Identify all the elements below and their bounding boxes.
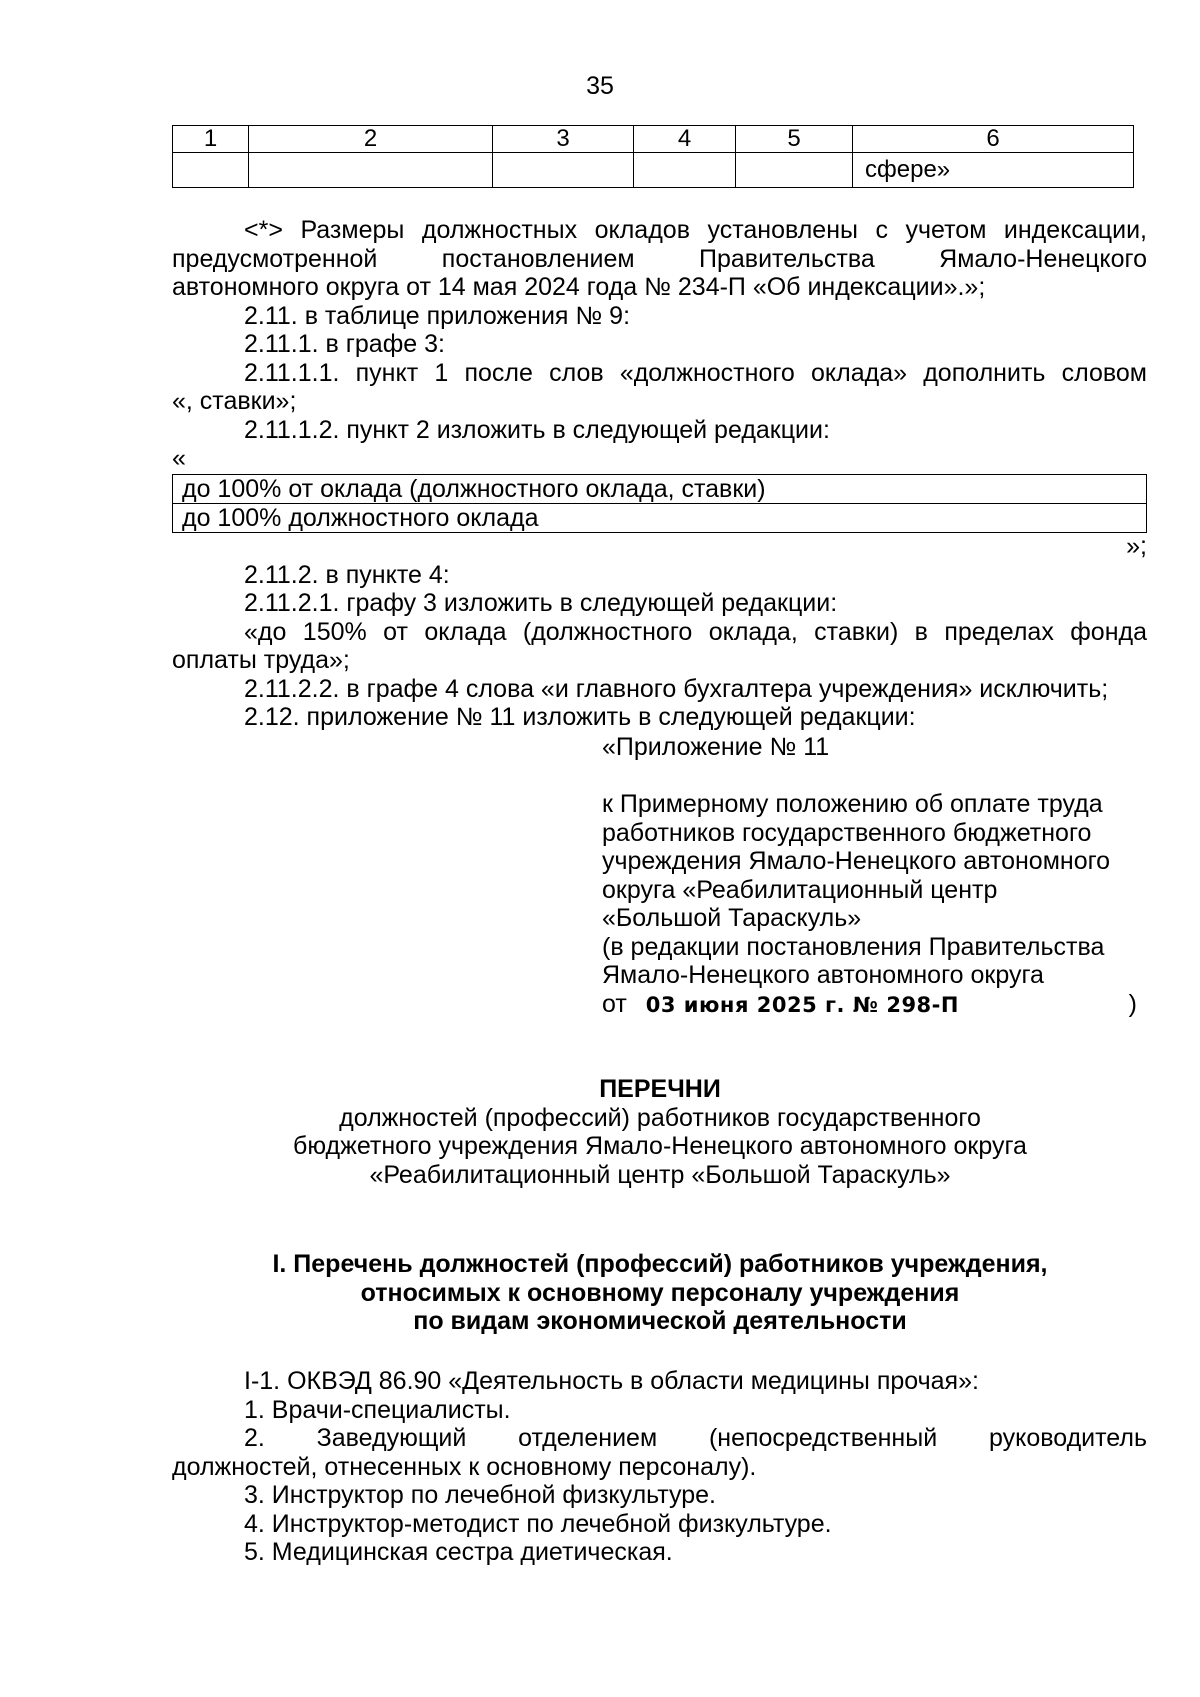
table-cell	[173, 153, 249, 188]
table-cell: 5	[736, 126, 853, 153]
table-cell: сфере»	[853, 153, 1134, 188]
okved-heading: I-1. ОКВЭД 86.90 «Деятельность в области медицины прочая»:	[244, 1367, 979, 1395]
item-2-11-2-1: 2.11.2.1. графу 3 изложить в следующей редакции:	[244, 589, 838, 617]
appendix-line: Ямало-Ненецкого автономного округа	[602, 961, 1044, 989]
section-title-line: по видам экономической деятельности	[413, 1307, 907, 1335]
list-item: 4. Инструктор-методист по лечебной физкультуре.	[244, 1509, 832, 1538]
decree-line	[602, 990, 1137, 1020]
footnote-line: <*> Размеры должностных окладов установлены с учетом индексации,	[244, 216, 1147, 244]
appendix-line: «Большой Тараскуль»	[602, 904, 862, 932]
list-item: 2. Заведующий отделением (непосредственный руководитель	[244, 1424, 1147, 1452]
footnote	[172, 216, 1147, 473]
item-2-11-1: 2.11.1. в графе 3:	[244, 330, 445, 358]
page-number: 35	[586, 72, 614, 100]
list-item-cont: должностей, отнесенных к основному персоналу).	[172, 1452, 757, 1481]
table-row	[173, 475, 1147, 504]
item-2-12: 2.12. приложение № 11 изложить в следующей редакции:	[244, 703, 916, 731]
decree-from	[602, 990, 959, 1020]
close-quote: »;	[1126, 532, 1147, 560]
table-cell: 6	[853, 126, 1134, 153]
close-paren: )	[1128, 989, 1137, 1018]
item-2-11-1-1-cont: «, ставки»;	[172, 387, 297, 415]
table-cell	[736, 153, 853, 188]
decree-number: 03 июня 2025 г. № 298-П	[645, 992, 959, 1017]
section-title-line: относимых к основному персоналу учреждения	[360, 1278, 960, 1307]
from-label: от	[602, 989, 627, 1018]
item-2-11-2-1-text: «до 150% от оклада (должностного оклада, ставки) в пределах фонда	[244, 617, 1147, 646]
item-2-11: 2.11. в таблице приложения № 9:	[244, 301, 631, 330]
footnote-line: предусмотренной постановлением Правительства Ямало-Ненецкого	[172, 244, 1147, 273]
appendix-line: округа «Реабилитационный центр	[602, 875, 998, 904]
appendix-reference	[602, 790, 1162, 1019]
amendments-continued	[172, 532, 1147, 732]
table-header-row	[173, 126, 1134, 153]
list-subtitle-line: должностей (профессий) работников государственного	[339, 1103, 981, 1132]
table-cell	[249, 153, 493, 188]
table-cell	[634, 153, 736, 188]
list-subtitle-line: бюджетного учреждения Ямало-Ненецкого автономного округа	[293, 1132, 1027, 1160]
list-heading: ПЕРЕЧНИ	[599, 1075, 721, 1103]
footnote-line: автономного округа от 14 мая 2024 года № 234-П «Об индексации».»;	[172, 273, 986, 301]
quoted-table	[172, 474, 1147, 533]
table-cell	[493, 153, 634, 188]
table-row	[173, 153, 1134, 188]
table-cell: до 100% должностного оклада	[173, 504, 1147, 533]
table-cell: 3	[493, 126, 634, 153]
item-2-11-1-1: 2.11.1.1. пункт 1 после слов «должностного оклада» дополнить словом	[244, 358, 1147, 387]
table-row	[173, 504, 1147, 533]
list-subtitle-line: «Реабилитационный центр «Большой Тараскуль»	[369, 1160, 951, 1189]
appendix-line: учреждения Ямало-Ненецкого автономного	[602, 847, 1111, 875]
item-2-11-2: 2.11.2. в пункте 4:	[244, 560, 450, 589]
table-cell: 1	[173, 126, 249, 153]
list-item: 5. Медицинская сестра диетическая.	[244, 1538, 673, 1566]
table-cell: 4	[634, 126, 736, 153]
okved-section	[172, 1367, 1147, 1567]
list-title	[0, 1075, 1200, 1189]
appendix-line: работников государственного бюджетного	[602, 818, 1092, 847]
item-2-11-2-2: 2.11.2.2. в графе 4 слова «и главного бухгалтера учреждения» исключить;	[244, 674, 1109, 703]
open-quote: «	[172, 444, 186, 472]
table-cell: до 100% от оклада (должностного оклада, ставки)	[173, 475, 1147, 504]
list-item: 1. Врачи-специалисты.	[244, 1395, 511, 1424]
appendix-title: «Приложение № 11	[602, 733, 830, 761]
section-title	[0, 1250, 1200, 1336]
list-item: 3. Инструктор по лечебной физкультуре.	[244, 1481, 716, 1509]
appendix-line: к Примерному положению об оплате труда	[602, 790, 1103, 818]
section-title-line: I. Перечень должностей (профессий) работников учреждения,	[272, 1250, 1048, 1278]
columns-table	[172, 125, 1134, 188]
appendix-line: (в редакции постановления Правительства	[602, 932, 1105, 961]
table-cell: 2	[249, 126, 493, 153]
item-2-11-1-2: 2.11.1.2. пункт 2 изложить в следующей редакции:	[244, 415, 830, 444]
item-2-11-2-1-text-cont: оплаты труда»;	[172, 646, 350, 674]
